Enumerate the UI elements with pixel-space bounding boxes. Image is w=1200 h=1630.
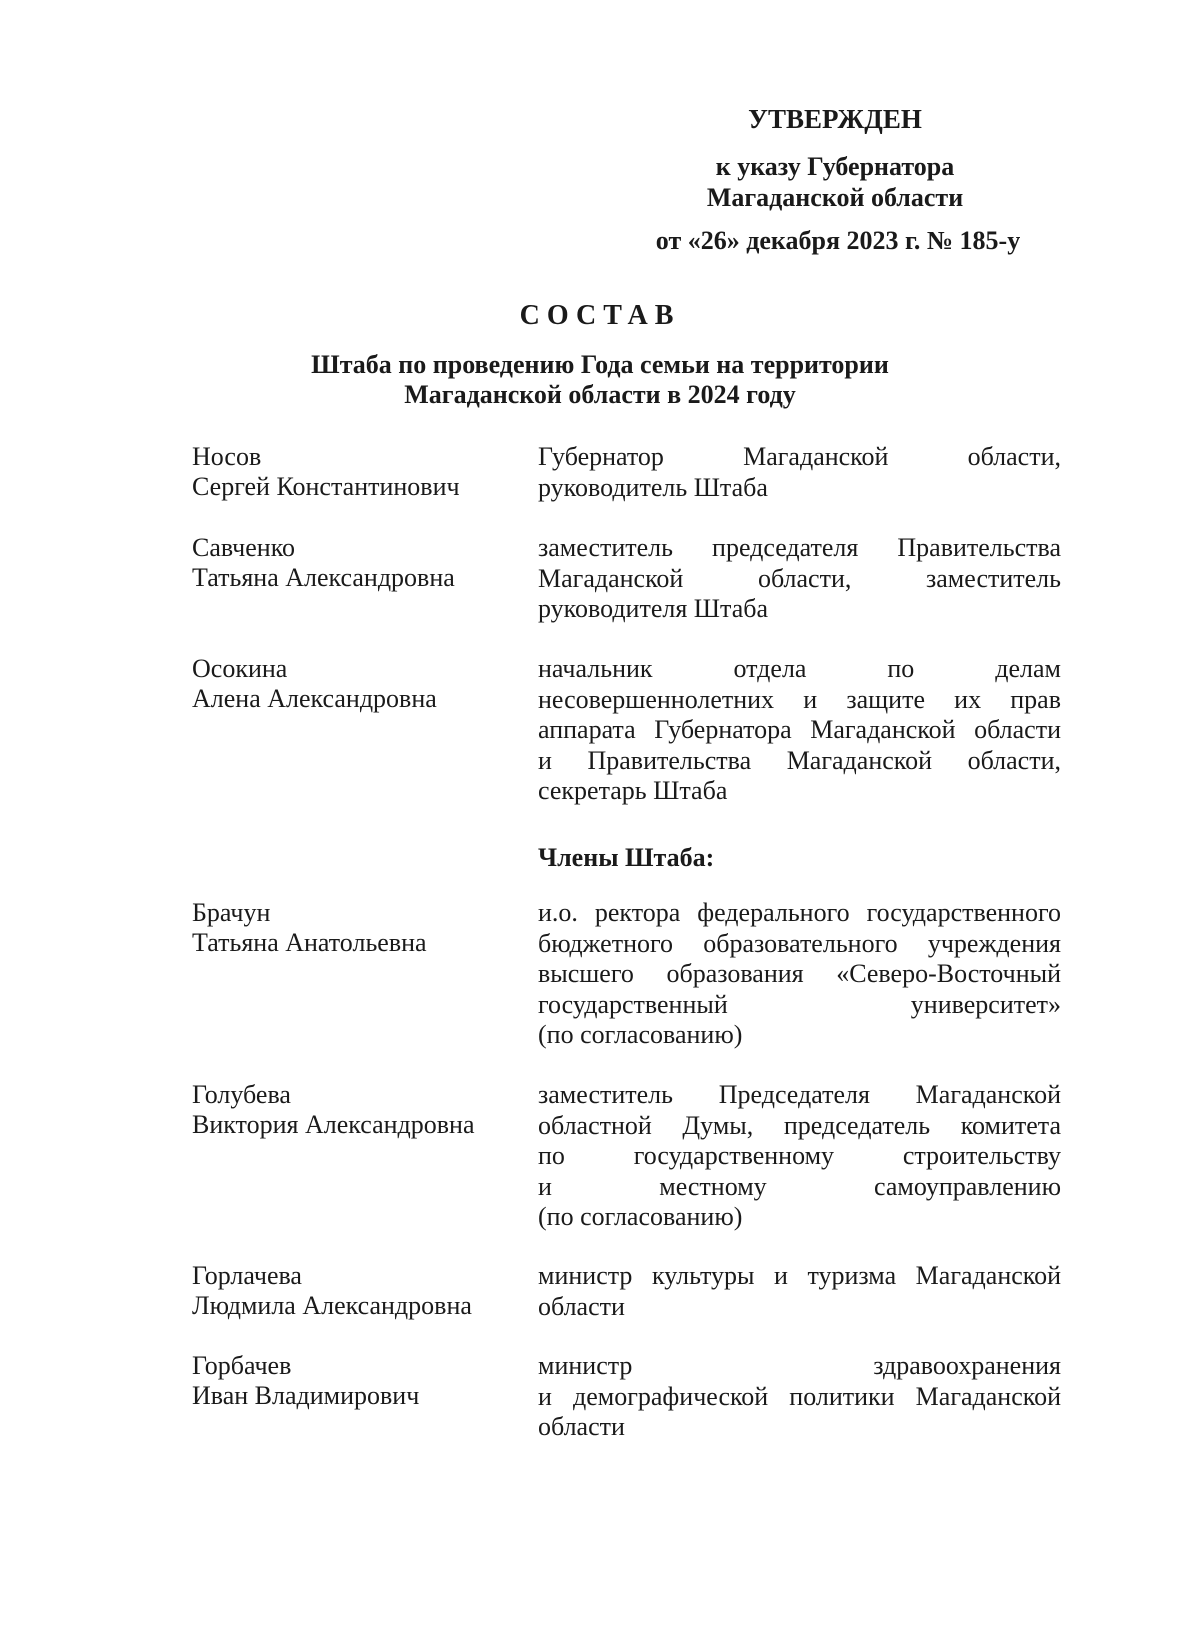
member-position [538,442,1061,503]
member-given-names: Иван Владимирович [192,1381,420,1410]
member-name [192,1080,522,1140]
member-given-names: Татьяна Александровна [192,563,455,592]
member-surname: Носов [192,442,262,471]
member-name [192,442,522,502]
document-subtitle [0,350,1200,410]
members-heading: Члены Штаба: [538,843,715,872]
position-line: заместитель Председателя Магаданской [538,1080,1061,1109]
document-subtitle-line: Штаба по проведению Года семьи на территории [311,350,889,379]
member-surname: Осокина [192,654,288,683]
member-given-names: Виктория Александровна [192,1110,475,1139]
member-name [192,654,522,714]
position-line: области [538,1291,625,1321]
member-given-names: Алена Александровна [192,684,437,713]
position-line: Губернатор Магаданской области, [538,442,1061,471]
approval-title: УТВЕРЖДЕН [748,104,922,134]
position-line: по государственному строительству [538,1141,1061,1170]
member-position [538,533,1061,625]
position-line: высшего образования «Северо-Восточный [538,959,1061,988]
position-line: бюджетного образовательного учреждения [538,928,1061,958]
member-position [538,898,1061,1051]
member-position [538,1351,1061,1443]
position-line: Магаданской области, заместитель [538,563,1061,593]
member-surname: Савченко [192,533,296,562]
member-name [192,533,522,593]
position-line: начальник отдела по делам [538,654,1061,683]
approval-decree-date: от «26» декабря 2023 г. № 185-у [655,226,1021,255]
position-line: несовершеннолетних и защите их прав [538,684,1061,714]
position-line: и Правительства Магаданской области, [538,745,1061,775]
position-line: (по согласованию) [538,1202,743,1231]
approval-stamp-block [600,104,1070,256]
position-line: министр здравоохранения [538,1351,1061,1380]
member-name [192,1351,522,1411]
document-title: СОСТАВ [519,300,681,331]
member-position [538,1080,1061,1233]
position-line: и.о. ректора федерального государственного [538,898,1061,927]
position-line: руководителя Штаба [538,594,769,623]
position-line: государственный университет» [538,989,1061,1019]
document-subtitle-line: Магаданской области в 2024 году [404,380,796,409]
position-line: и демографической политики Магаданской [538,1381,1061,1411]
position-line: секретарь Штаба [538,776,728,805]
position-line: (по согласованию) [538,1020,743,1049]
member-name [192,898,522,958]
member-surname: Голубева [192,1080,291,1109]
position-line: заместитель председателя Правительства [538,533,1061,562]
position-line: руководитель Штаба [538,472,768,502]
approval-decree-line: к указу Губернатора [715,152,955,181]
position-line: аппарата Губернатора Магаданской области [538,715,1061,744]
position-line: областной Думы, председатель комитета [538,1110,1061,1140]
member-surname: Горбачев [192,1351,292,1380]
position-line: области [538,1412,625,1441]
approval-decree-line: Магаданской области [706,183,964,212]
member-given-names: Татьяна Анатольевна [192,928,427,957]
member-given-names: Сергей Константинович [192,472,460,501]
position-line: министр культуры и туризма Магаданской [538,1261,1061,1290]
member-position [538,654,1061,807]
member-surname: Брачун [192,898,271,927]
member-name [192,1261,522,1321]
member-given-names: Людмила Александровна [192,1291,472,1320]
member-position [538,1261,1061,1322]
member-surname: Горлачева [192,1261,302,1290]
position-line: и местному самоуправлению [538,1171,1061,1201]
